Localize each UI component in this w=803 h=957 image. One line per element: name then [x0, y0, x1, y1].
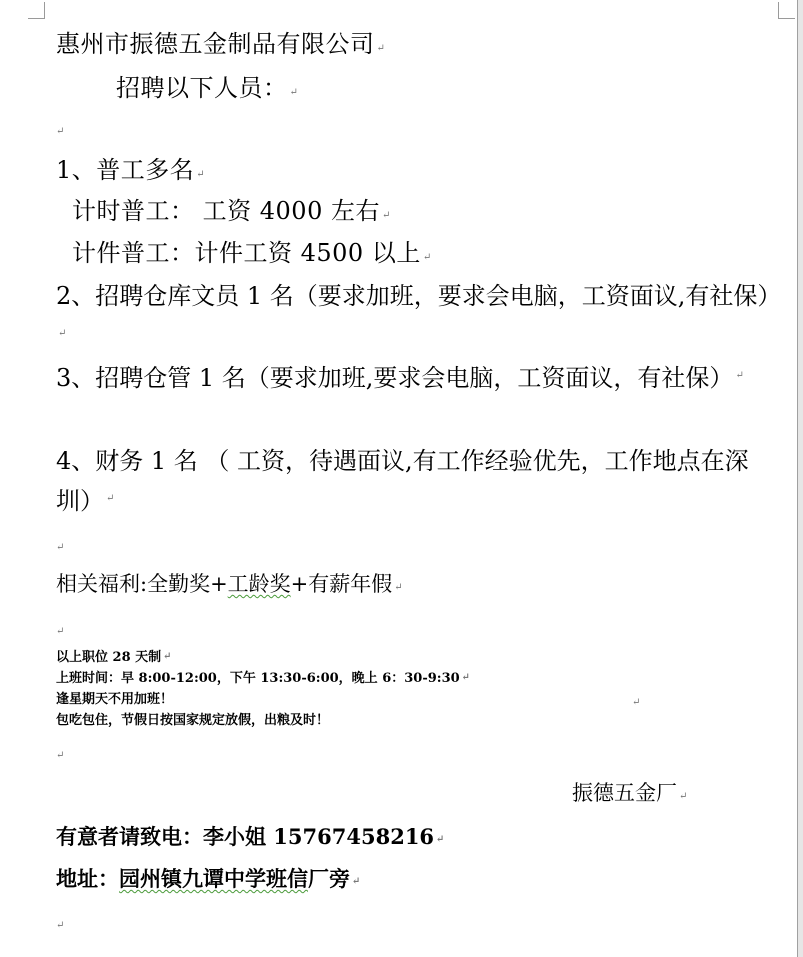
contact-text: 有意者请致电：李小姐 15767458216	[56, 824, 435, 849]
company-name: 惠州市振德五金制品有限公司	[56, 30, 375, 58]
benefits-line	[56, 574, 403, 595]
paragraph-mark-icon: ↵	[632, 697, 641, 708]
paragraph-mark-icon: ↵	[679, 791, 688, 802]
paragraph-mark-icon: ↵	[56, 750, 65, 761]
paragraph-mark-icon: ↵	[196, 169, 206, 180]
contact-line	[56, 826, 444, 847]
page-edge	[797, 0, 803, 957]
job-label: 3、招聘仓管 1 名（要求加班,要求会电脑，工资面议，有社保）	[56, 364, 734, 392]
margin-corner-mark	[28, 2, 45, 19]
job-label: 1、普工多名	[56, 156, 195, 184]
paragraph-mark-icon: ↵	[394, 582, 403, 593]
paragraph-mark-icon: ↵	[735, 370, 744, 381]
paragraph-mark-icon: ↵	[56, 542, 65, 553]
job-item	[56, 158, 205, 182]
note-text: 逢星期天不用加班！	[56, 692, 174, 707]
factory-signature	[572, 783, 687, 804]
note-text: 包吃包住，节假日按国家规定放假，出粮及时！	[56, 713, 330, 728]
paragraph-mark-icon: ↵	[461, 672, 471, 683]
paragraph-mark-icon: ↵	[56, 126, 65, 137]
job-item	[56, 441, 776, 521]
address-prefix: 地址：	[56, 866, 119, 891]
benefits-label: 相关福利:全勤奖+	[56, 572, 228, 596]
paragraph-mark-icon: ↵	[376, 43, 386, 54]
job-item	[56, 276, 782, 356]
note-text: 以上职位 28 天制	[56, 650, 162, 665]
paragraph-mark-icon: ↵	[56, 626, 65, 637]
job-label: 2、招聘仓库文员 1 名（要求加班，要求会电脑，工资面议,有社保）	[56, 282, 782, 310]
subtitle-text: 招聘以下人员：	[116, 74, 288, 102]
paragraph-mark-icon: ↵	[381, 210, 391, 221]
paragraph-mark-icon: ↵	[58, 328, 67, 339]
paragraph-mark-icon: ↵	[106, 493, 115, 504]
paragraph-mark-icon: ↵	[289, 87, 299, 98]
subtitle	[116, 76, 298, 100]
job-item	[72, 199, 391, 223]
note-line	[56, 651, 172, 664]
benefits-rest: +有薪年假	[290, 572, 393, 596]
note-line	[56, 672, 470, 685]
paragraph-mark-icon: ↵	[422, 252, 432, 263]
paragraph-mark-icon: ↵	[436, 834, 445, 845]
paragraph-mark-icon: ↵	[352, 876, 361, 887]
address-rest: 厂旁	[308, 866, 350, 891]
note-text: 上班时间：早 8:00-12:00，下午 13:30-6:00，晚上 6：30-9:30	[56, 671, 460, 686]
job-label: 计时普工： 工资 4000 左右	[72, 197, 380, 225]
paragraph-mark-icon: ↵	[56, 920, 65, 931]
factory-name: 振德五金厂	[572, 781, 677, 805]
job-item	[56, 358, 776, 398]
address-line	[56, 868, 360, 889]
margin-corner-mark	[778, 2, 795, 19]
address-underlined: 园州镇九谭中学班信	[119, 866, 308, 891]
job-label: 计件普工：计件工资 4500 以上	[72, 239, 421, 267]
company-title	[56, 32, 385, 56]
job-item	[72, 241, 432, 265]
note-line	[56, 714, 329, 727]
job-label: 4、财务 1 名 （ 工资，待遇面议,有工作经验优先，工作地点在深圳）	[56, 447, 749, 515]
note-line	[56, 693, 173, 706]
benefits-underlined: 工龄奖	[227, 572, 291, 596]
paragraph-mark-icon: ↵	[163, 651, 172, 662]
